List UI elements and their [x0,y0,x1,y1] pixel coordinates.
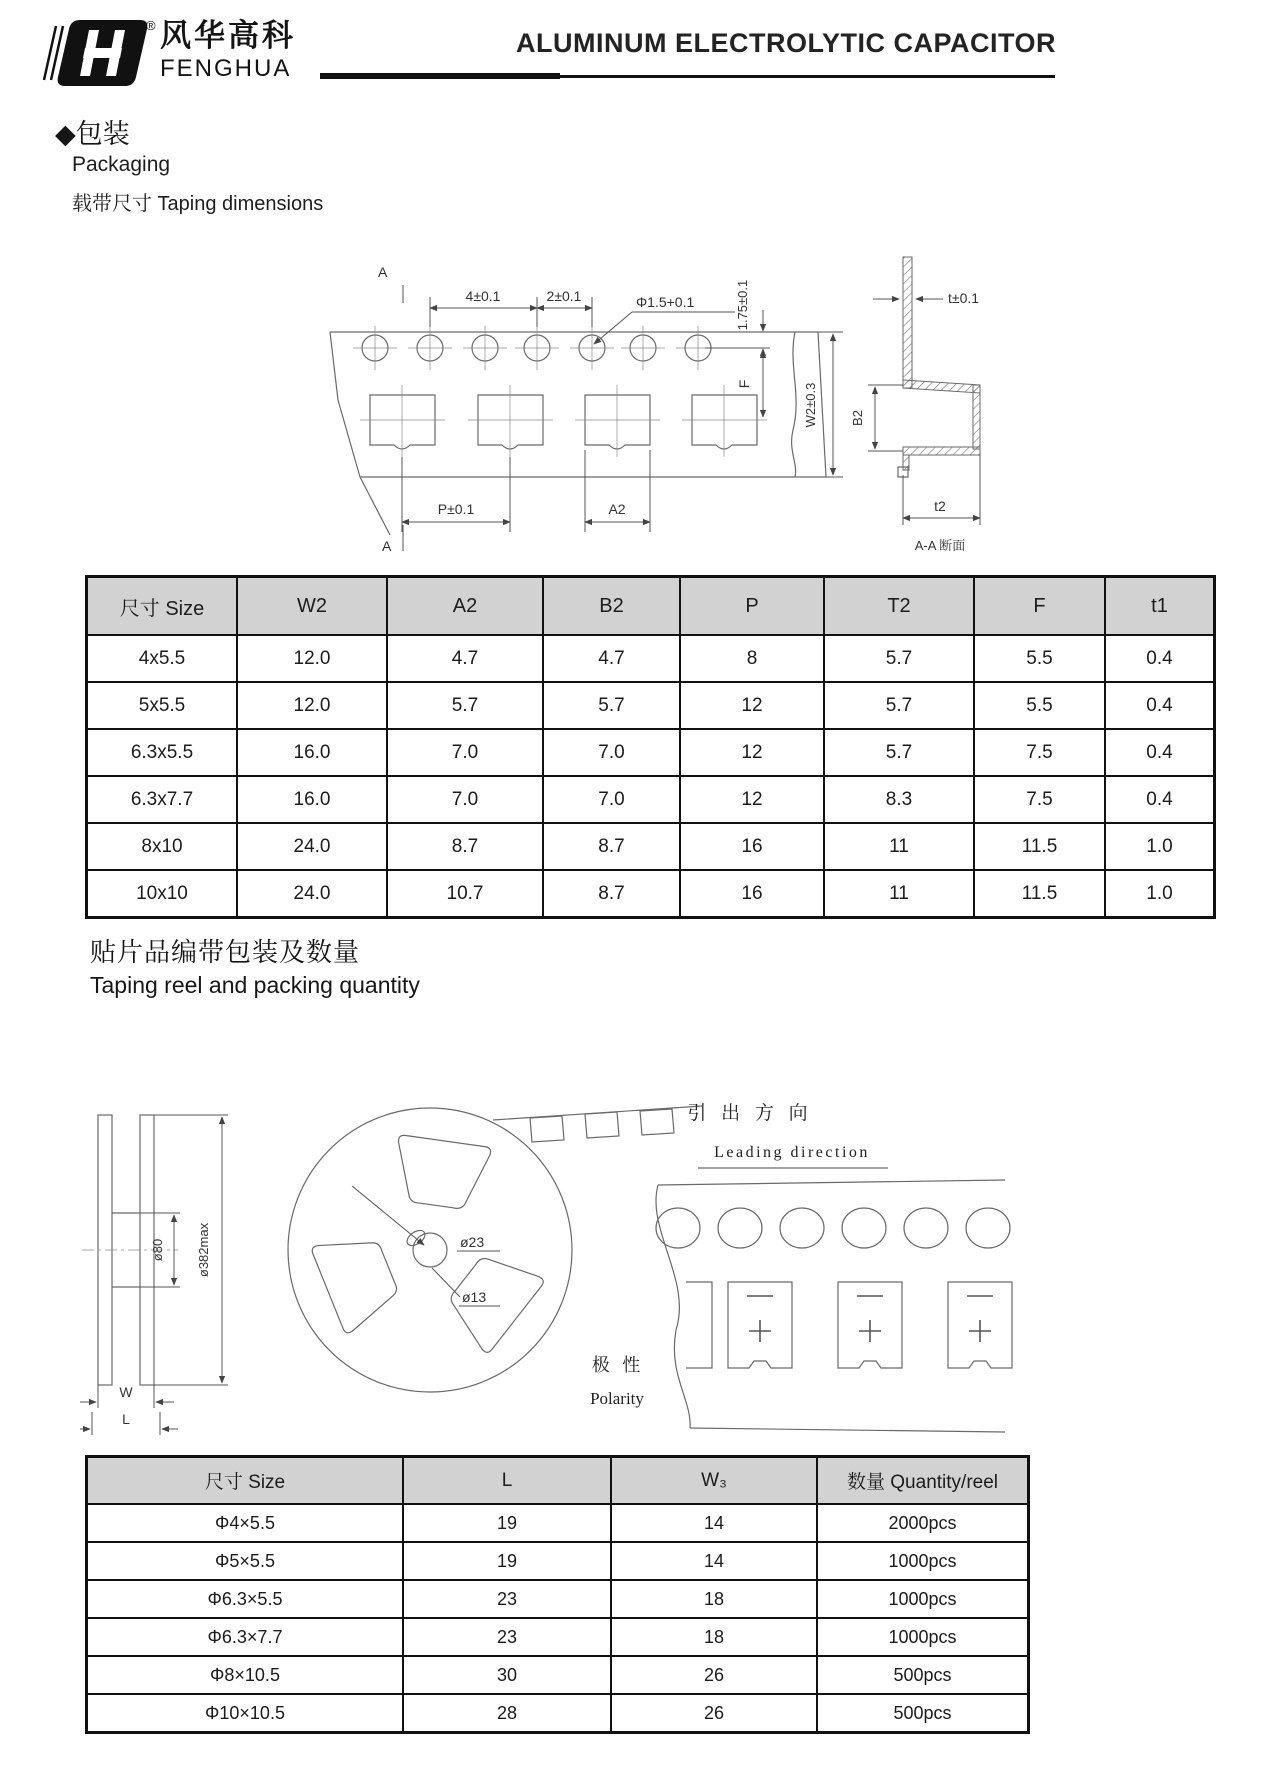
taping-dimensions-table [85,575,1216,919]
dim-pitch: 4±0.1 [465,288,501,304]
column-header: 数量 Quantity/reel [817,1457,1029,1505]
dim-hole-offset: 2±0.1 [546,288,582,304]
column-header: P [680,577,824,636]
table-cell: 12 [680,729,824,776]
table-cell: 4x5.5 [87,635,238,682]
table-cell: 7.0 [387,776,543,823]
table-cell: 5.7 [543,682,680,729]
brand-name-cn: 风华高科 [160,18,296,53]
table-cell: 19 [403,1504,611,1542]
table-cell: 11.5 [974,870,1105,918]
table-cell: 18 [611,1580,817,1618]
dim-hole-diameter: Φ1.5+0.1 [636,294,695,310]
table-cell: 1000pcs [817,1618,1029,1656]
table-cell: 26 [611,1656,817,1694]
dim-a2: A2 [608,501,626,517]
table-cell: 500pcs [817,1694,1029,1733]
leading-direction-cn: 引 出 方 向 [687,1103,813,1124]
column-header: 尺寸 Size [87,1457,404,1505]
section-heading-packaging-en: Packaging [72,153,171,176]
table-cell: 2000pcs [817,1504,1029,1542]
dim-w: W [119,1384,133,1400]
leading-direction-en: Leading direction [714,1144,870,1161]
table-cell: 500pcs [817,1656,1029,1694]
table-cell: 4.7 [387,635,543,682]
reel-drawing [80,1090,1020,1440]
table-cell: 26 [611,1694,817,1733]
table-row [87,1580,1029,1618]
registered-mark-icon: ® [146,18,156,33]
table-cell: Φ6.3×5.5 [87,1580,404,1618]
table-cell: Φ5×5.5 [87,1542,404,1580]
table-cell: 23 [403,1580,611,1618]
section-subheading-taping: 载带尺寸 Taping dimensions [72,193,324,215]
column-header: F [974,577,1105,636]
table-cell: 8.7 [543,823,680,870]
table-cell: Φ10×10.5 [87,1694,404,1733]
cross-section-label: A-A 断面 [914,538,966,553]
table-cell: 5.5 [974,682,1105,729]
table-row [87,1504,1029,1542]
column-header: B2 [543,577,680,636]
table-cell: 5.7 [824,635,974,682]
table-cell: 24.0 [237,823,387,870]
column-header: L [403,1457,611,1505]
table-row [87,776,1215,823]
table-cell: 24.0 [237,870,387,918]
table-cell: 11 [824,823,974,870]
dim-hub-diameter: ø80 [150,1238,165,1262]
table-row [87,823,1215,870]
table-cell: 7.0 [543,729,680,776]
table-cell: 7.5 [974,776,1105,823]
header-rule-thick [320,73,560,79]
table-cell: 10x10 [87,870,238,918]
table-cell: Φ8×10.5 [87,1656,404,1694]
table-cell: 16.0 [237,776,387,823]
section-mark-a-bottom: A [382,538,392,554]
table-cell: 11.5 [974,823,1105,870]
cross-section-a-a [850,257,980,553]
table-cell: 8.7 [543,870,680,918]
table-cell: 6.3x5.5 [87,729,238,776]
table-cell: 8.3 [824,776,974,823]
table-cell: 5x5.5 [87,682,238,729]
table-cell: 30 [403,1656,611,1694]
table-cell: Φ4×5.5 [87,1504,404,1542]
taping-dimensions-drawing [290,235,1020,565]
table-cell: Φ6.3×7.7 [87,1618,404,1656]
header-rule [558,75,1055,78]
dim-p: P±0.1 [437,501,475,517]
column-header: W₃ [611,1457,817,1505]
table-row [87,1694,1029,1733]
table-cell: 6.3x7.7 [87,776,238,823]
table-cell: 12 [680,776,824,823]
table-cell: 11 [824,870,974,918]
table-cell: 16 [680,870,824,918]
table-row [87,729,1215,776]
dim-hole-diameter-reel: ø13 [462,1289,487,1305]
table-cell: 7.5 [974,729,1105,776]
reel-packing-table [85,1455,1030,1734]
table-cell: 23 [403,1618,611,1656]
section-heading-reel-en: Taping reel and packing quantity [90,972,420,998]
table-cell: 1000pcs [817,1542,1029,1580]
dim-w2: W2±0.3 [803,382,818,428]
section-mark-a-top: A [378,264,388,280]
reel-side-view [80,1115,228,1435]
table-cell: 14 [611,1542,817,1580]
table-cell: 4.7 [543,635,680,682]
table-cell: 7.0 [387,729,543,776]
table-row [87,1618,1029,1656]
table-cell: 0.4 [1105,776,1215,823]
page-title: ALUMINUM ELECTROLYTIC CAPACITOR [516,28,1056,58]
component-pockets [360,385,767,457]
table-row [87,1656,1029,1694]
polarity-label-cn: 极 性 [591,1355,645,1375]
polarity-marks [747,1296,993,1342]
table-cell: 16 [680,823,824,870]
dim-center-diameter: ø23 [460,1234,485,1250]
table-cell: 12.0 [237,635,387,682]
polarity-label-en: Polarity [590,1389,644,1408]
dim-b2: B2 [850,410,865,426]
dim-t2: t2 [934,498,946,514]
table-cell: 5.7 [824,729,974,776]
section-heading-packaging-cn: ◆包装 [55,119,130,149]
table-cell: 12 [680,682,824,729]
column-header: A2 [387,577,543,636]
table-cell: 7.0 [543,776,680,823]
table-cell: 12.0 [237,682,387,729]
dim-f: F [736,379,752,389]
table-cell: 0.4 [1105,682,1215,729]
table-cell: 5.7 [824,682,974,729]
dim-edge-distance: 1.75±0.1 [735,279,750,331]
table-row [87,682,1215,729]
table-row [87,1542,1029,1580]
table-cell: 8 [680,635,824,682]
table-cell: 5.5 [974,635,1105,682]
table-cell: 1.0 [1105,870,1215,918]
table-cell: 18 [611,1618,817,1656]
table-cell: 1.0 [1105,823,1215,870]
table-cell: 0.4 [1105,635,1215,682]
dim-l: L [122,1411,130,1427]
brand-block [160,20,296,81]
table-cell: 28 [403,1694,611,1733]
reel-front-view [288,1106,702,1392]
table-cell: 8x10 [87,823,238,870]
brand-name-en: FENGHUA [160,55,292,82]
table-cell: 10.7 [387,870,543,918]
section-heading-reel-cn: 贴片品编带包装及数量 [90,937,361,967]
table-row [87,870,1215,918]
table-cell: 16.0 [237,729,387,776]
table-cell: 14 [611,1504,817,1542]
table-row [87,635,1215,682]
table-cell: 1000pcs [817,1580,1029,1618]
fenghua-logo [42,14,160,94]
table-cell: 19 [403,1542,611,1580]
table-cell: 0.4 [1105,729,1215,776]
column-header: 尺寸 Size [87,577,238,636]
table-cell: 5.7 [387,682,543,729]
table-cell: 8.7 [387,823,543,870]
column-header: t1 [1105,577,1215,636]
column-header: T2 [824,577,974,636]
column-header: W2 [237,577,387,636]
sprocket-holes [353,326,720,370]
dim-reel-diameter: ø382max [196,1222,211,1278]
tape-strip [656,1180,1012,1432]
dim-t: t±0.1 [948,290,980,306]
